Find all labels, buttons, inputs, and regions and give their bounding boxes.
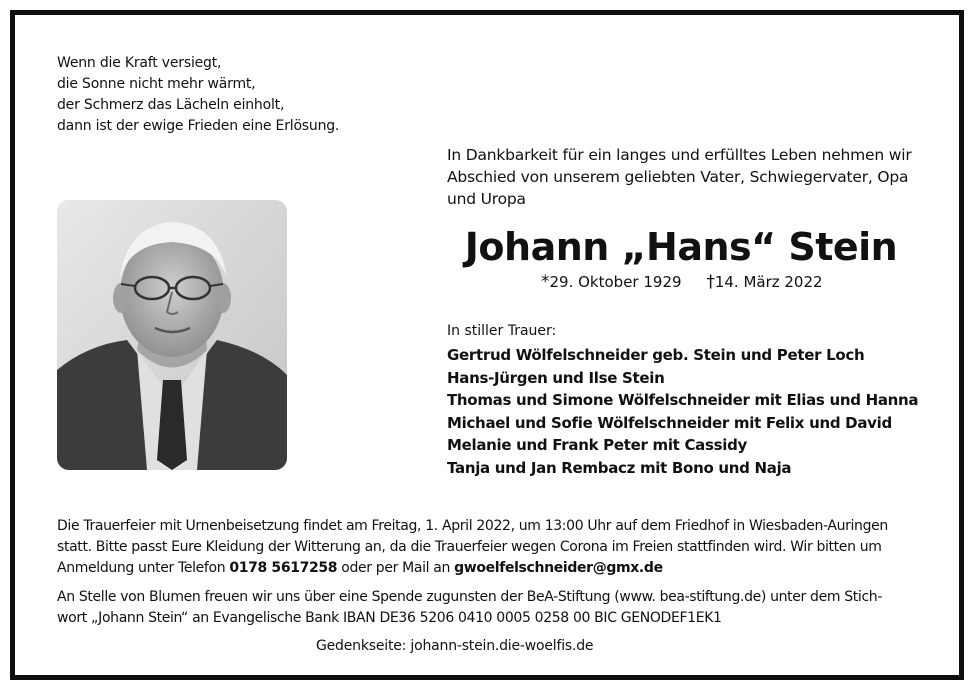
poem-line: Wenn die Kraft versiegt, — [57, 55, 222, 71]
poem-line: der Schmerz das Lächeln einholt, — [57, 97, 285, 113]
life-dates — [541, 272, 823, 292]
donation-line: An Stelle von Blumen freuen wir uns über eine Spende zugunsten der BeA-Stiftung (www. bea-stiftung.de) unter dem Stich- — [57, 589, 883, 605]
birth-date-group — [541, 272, 682, 292]
deceased-name: Johann „Hans“ Stein — [464, 225, 898, 269]
intro-text — [447, 144, 927, 210]
donation-info — [57, 587, 927, 629]
poem-line: dann ist der ewige Frieden eine Erlösung. — [57, 118, 340, 134]
email-address: gwoelfelschneider@gmx.de — [454, 560, 663, 576]
intro-line: Abschied von unserem geliebten Vater, Schwiegervater, Opa — [447, 168, 909, 186]
ceremony-line: Die Trauerfeier mit Urnenbeisetzung findet am Freitag, 1. April 2022, um 13:00 Uhr auf dem Friedhof in Wiesbaden-Auringen — [57, 518, 888, 534]
mourner-item: Hans-Jürgen und Ilse Stein — [447, 368, 665, 387]
poem-line: die Sonne nicht mehr wärmt, — [57, 76, 256, 92]
death-date: 14. März 2022 — [714, 273, 823, 291]
phone-number: 0178 5617258 — [229, 560, 338, 576]
memorial-website: Gedenkseite: johann-stein.die-woelfis.de — [316, 638, 594, 654]
poem — [57, 53, 339, 137]
mourners-list — [447, 344, 918, 480]
ceremony-info — [57, 516, 927, 579]
ceremony-contact-middle: oder per Mail an — [341, 560, 450, 576]
birth-date: 29. Oktober 1929 — [549, 273, 682, 291]
intro-line: In Dankbarkeit für ein langes und erfülltes Leben nehmen wir — [447, 146, 912, 164]
cross-icon: † — [706, 272, 715, 292]
birth-symbol: * — [541, 272, 550, 292]
mourner-item: Gertrud Wölfelschneider geb. Stein und Peter Loch — [447, 346, 865, 364]
ceremony-contact-prefix: Anmeldung unter Telefon — [57, 560, 226, 576]
ceremony-line — [57, 558, 927, 579]
portrait-photo — [57, 200, 287, 470]
death-date-group — [706, 272, 822, 292]
mourner-item: Tanja und Jan Rembacz mit Bono und Naja — [447, 458, 792, 477]
mourner-item: Thomas und Simone Wölfelschneider mit Elias und Hanna — [447, 391, 919, 410]
mourner-item: Michael und Sofie Wölfelschneider mit Felix und David — [447, 413, 892, 432]
mourner-item: Melanie und Frank Peter mit Cassidy — [447, 436, 748, 455]
intro-line: und Uropa — [447, 190, 526, 208]
donation-line: wort „Johann Stein“ an Evangelische Bank IBAN DE36 5206 0410 0005 0258 00 BIC GENODEF1EK1 — [57, 610, 722, 626]
ceremony-line: statt. Bitte passt Eure Kleidung der Witterung an, da die Trauerfeier wegen Corona im Freien stattfinden wird. Wir bitten um — [57, 539, 882, 555]
mourners-label: In stiller Trauer: — [447, 323, 557, 339]
